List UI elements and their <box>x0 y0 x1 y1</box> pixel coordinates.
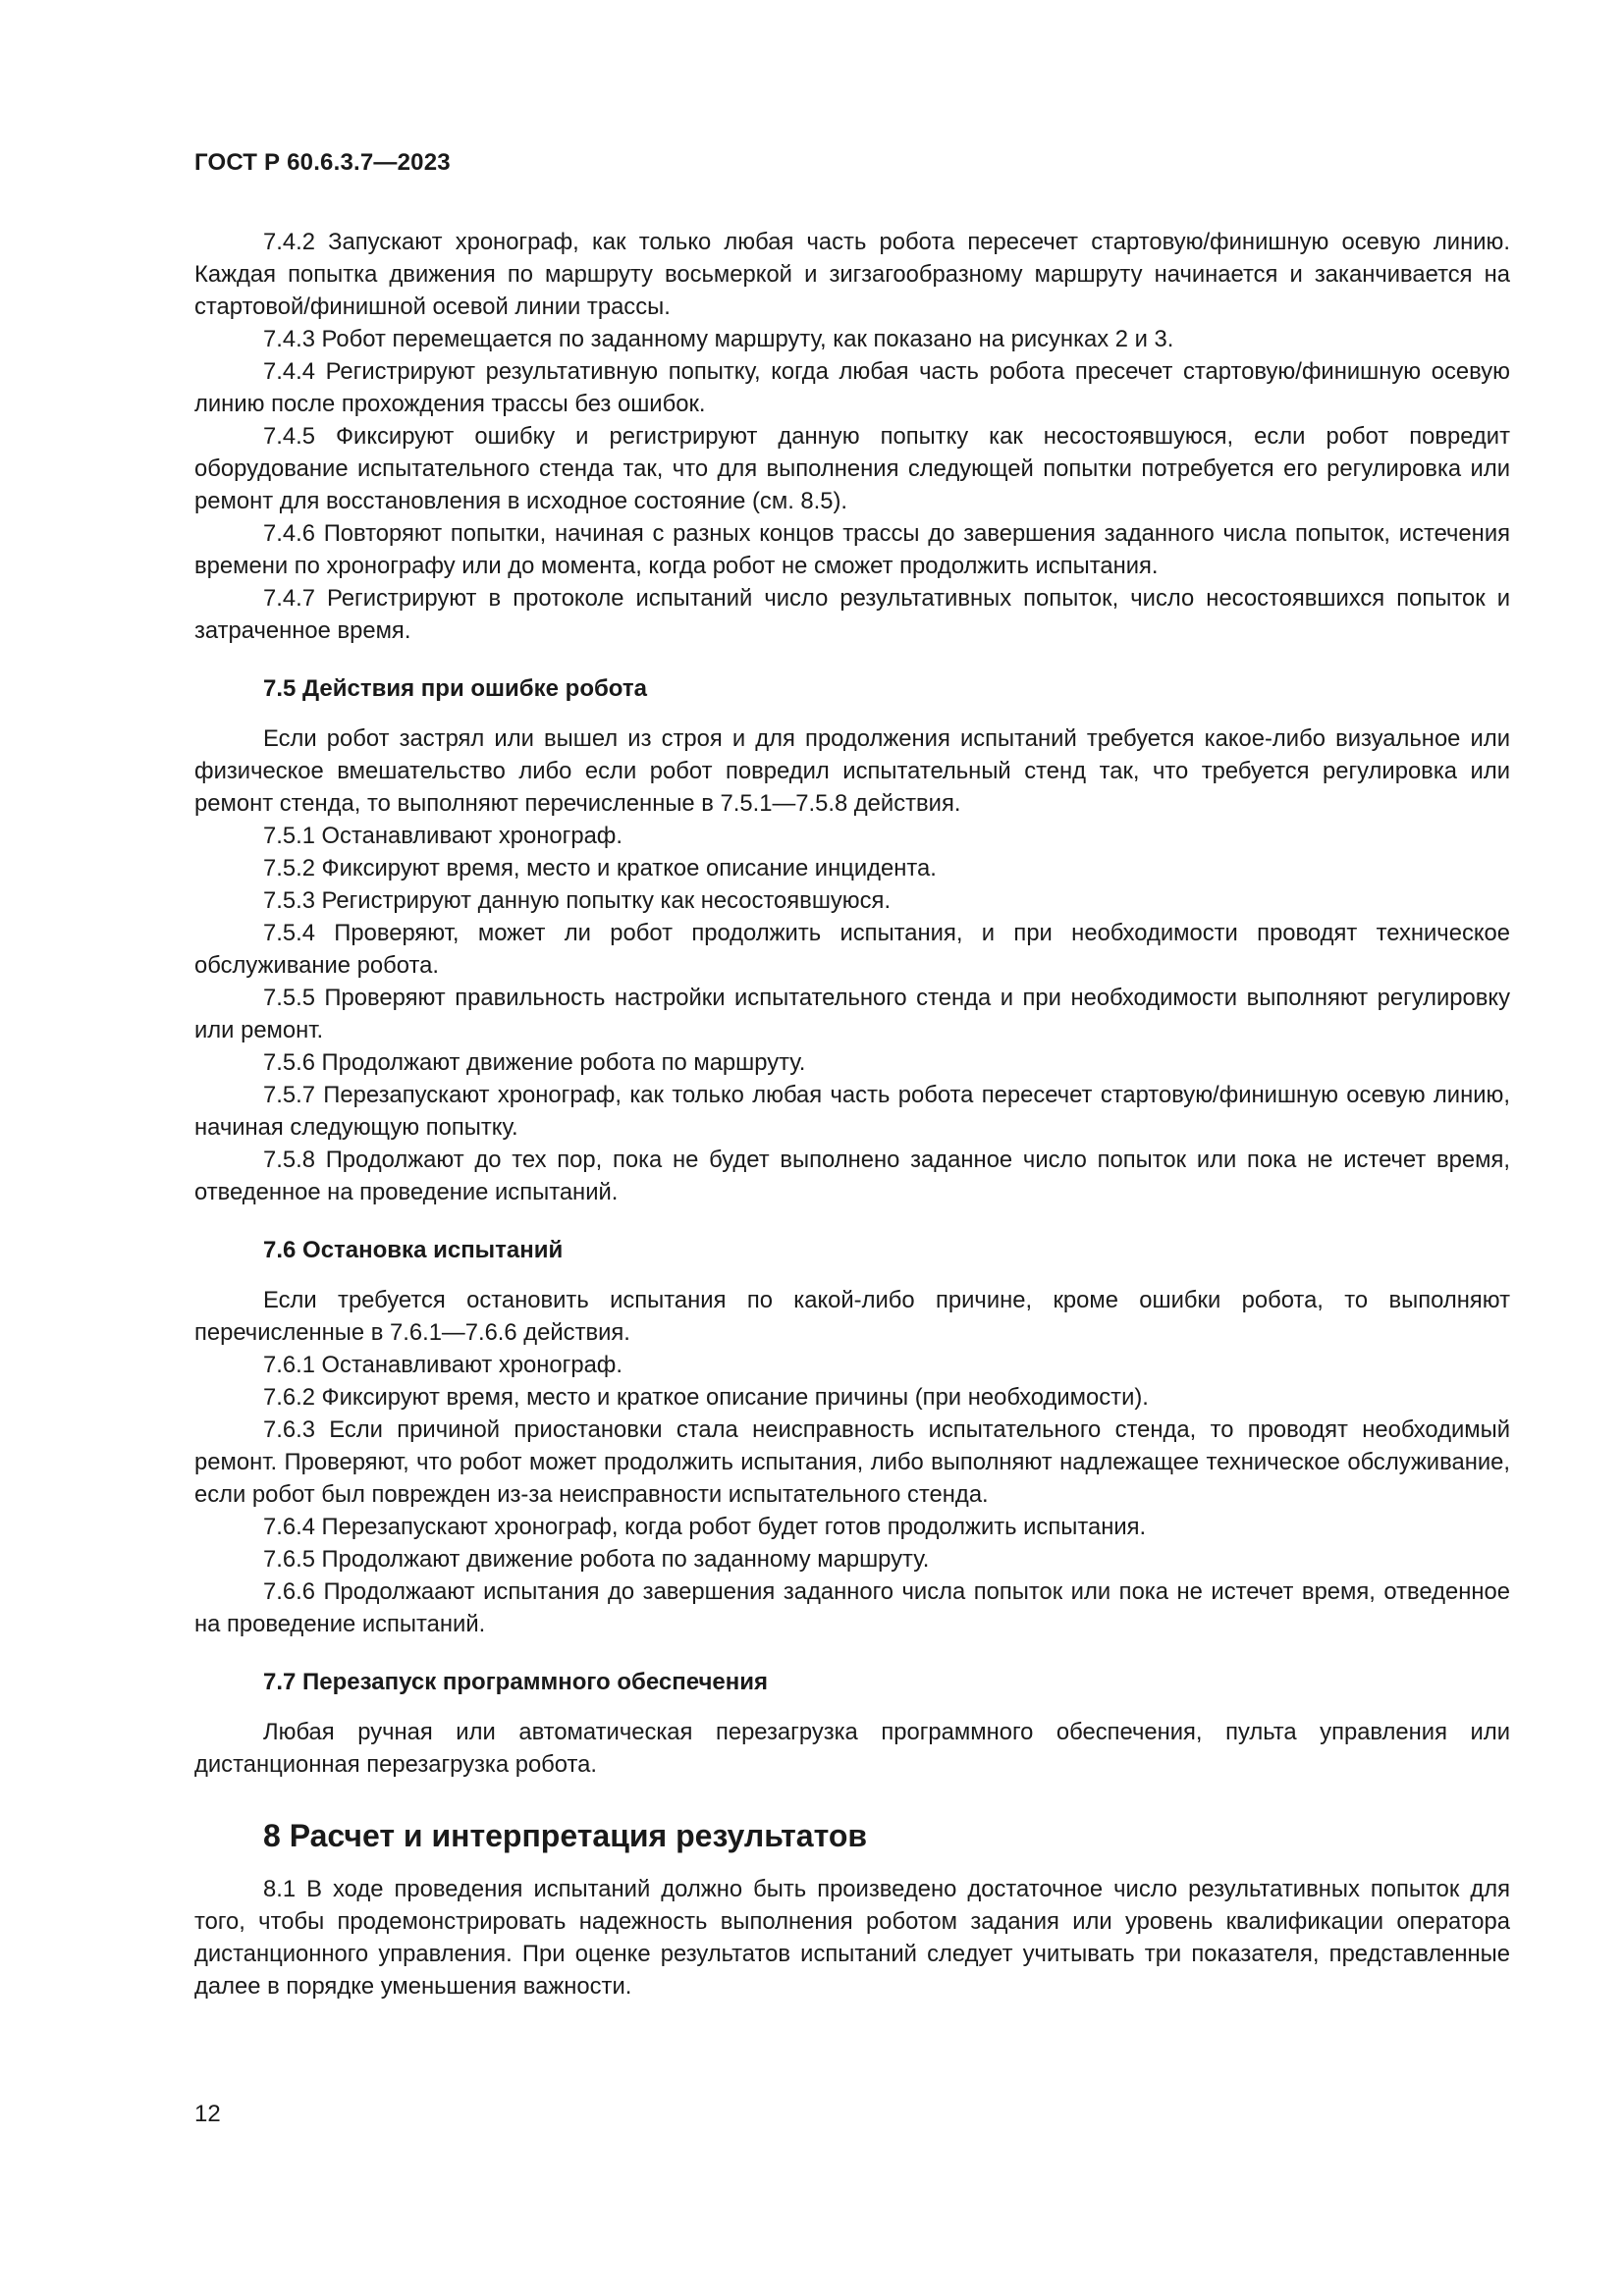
paragraph-7-5-3: 7.5.3 Регистрируют данную попытку как несостоявшуюся. <box>263 887 892 914</box>
paragraph-7-5-7: 7.5.7 Перезапускают хронограф, как только любая часть робота пересечет стартовую/финишную осевую линию, начиная следующую попытку. <box>194 1082 1510 1141</box>
page-number: 12 <box>194 2101 221 2127</box>
paragraph-7-6-2: 7.6.2 Фиксируют время, место и краткое описание причины (при необходимости). <box>263 1384 1149 1411</box>
paragraph-7-6-intro: Если требуется остановить испытания по какой-либо причине, кроме ошибки робота, то выполняют перечисленные в 7.6.1—7.6.6 действия. <box>194 1287 1510 1346</box>
paragraph-7-6-1: 7.6.1 Останавливают хронограф. <box>263 1352 623 1378</box>
paragraph-7-5-8: 7.5.8 Продолжают до тех пор, пока не будет выполнено заданное число попыток или пока не истечет время, отведенное на проведение испытаний. <box>194 1147 1510 1205</box>
paragraph-7-6-5: 7.6.5 Продолжают движение робота по заданному маршруту. <box>263 1546 930 1573</box>
paragraph-7-5-1: 7.5.1 Останавливают хронограф. <box>263 823 623 849</box>
paragraph-7-5-intro: Если робот застрял или вышел из строя и для продолжения испытаний требуется какое-либо визуальное или физическое вмешательство либо если робот повредил испытательный стенд так, что требуется регулировка или ремонт стенда, то выполняют перечисленные в 7.5.1—7.5.8 действия. <box>194 725 1510 817</box>
paragraph-7-4-2: 7.4.2 Запускают хронограф, как только любая часть робота пересечет стартовую/финишную осевую линию. Каждая попытка движения по маршруту восьмеркой и зигзагообразному маршруту начинается и заканчивается на стартовой/финишной осевой линии трассы. <box>194 229 1510 320</box>
paragraph-7-7-intro: Любая ручная или автоматическая перезагрузка программного обеспечения, пульта управления или дистанционная перезагрузка робота. <box>194 1719 1510 1778</box>
section-heading-7-5: 7.5 Действия при ошибке робота <box>263 675 647 702</box>
chapter-heading-8: 8 Расчет и интерпретация результатов <box>263 1818 868 1853</box>
paragraph-7-4-6: 7.4.6 Повторяют попытки, начиная с разных концов трассы до завершения заданного числа попыток, истечения времени по хронографу или до момента, когда робот не сможет продолжить испытания. <box>194 520 1510 579</box>
paragraph-7-4-3: 7.4.3 Робот перемещается по заданному маршруту, как показано на рисунках 2 и 3. <box>263 326 1174 352</box>
section-heading-7-7: 7.7 Перезапуск программного обеспечения <box>263 1669 769 1695</box>
document-body <box>194 226 1510 2002</box>
paragraph-7-5-4: 7.5.4 Проверяют, может ли робот продолжить испытания, и при необходимости проводят техническое обслуживание робота. <box>194 920 1510 979</box>
paragraph-8-1: 8.1 В ходе проведения испытаний должно быть произведено достаточное число результативных попыток для того, чтобы продемонстрировать надежность выполнения роботом задания или уровень квалификации оператора дистанционного управления. При оценке результатов испытаний следует учитывать три показателя, представленные далее в порядке уменьшения важности. <box>194 1876 1510 2000</box>
section-heading-7-6: 7.6 Остановка испытаний <box>263 1237 564 1263</box>
document-header: ГОСТ Р 60.6.3.7—2023 <box>194 149 451 176</box>
paragraph-7-4-4: 7.4.4 Регистрируют результативную попытку, когда любая часть робота пресечет стартовую/финишную осевую линию после прохождения трассы без ошибок. <box>194 358 1510 417</box>
paragraph-7-4-5: 7.4.5 Фиксируют ошибку и регистрируют данную попытку как несостоявшуюся, если робот повредит оборудование испытательного стенда так, что для выполнения следующей попытки потребуется его регулировка или ремонт для восстановления в исходное состояние (см. 8.5). <box>194 423 1510 514</box>
paragraph-7-6-6: 7.6.6 Продолжаают испытания до завершения заданного числа попыток или пока не истечет время, отведенное на проведение испытаний. <box>194 1578 1510 1637</box>
paragraph-7-6-3: 7.6.3 Если причиной приостановки стала неисправность испытательного стенда, то проводят необходимый ремонт. Проверяют, что робот может продолжить испытания, либо выполняют надлежащее техническое обслуживание, если робот был поврежден из-за неисправности испытательного стенда. <box>194 1416 1510 1508</box>
paragraph-7-4-7: 7.4.7 Регистрируют в протоколе испытаний число результативных попыток, число несостоявшихся попыток и затраченное время. <box>194 585 1510 644</box>
paragraph-7-5-5: 7.5.5 Проверяют правильность настройки испытательного стенда и при необходимости выполняют регулировку или ремонт. <box>194 985 1510 1043</box>
paragraph-7-5-2: 7.5.2 Фиксируют время, место и краткое описание инцидента. <box>263 855 937 881</box>
paragraph-7-6-4: 7.6.4 Перезапускают хронограф, когда робот будет готов продолжить испытания. <box>263 1514 1147 1540</box>
paragraph-7-5-6: 7.5.6 Продолжают движение робота по маршруту. <box>263 1049 806 1076</box>
